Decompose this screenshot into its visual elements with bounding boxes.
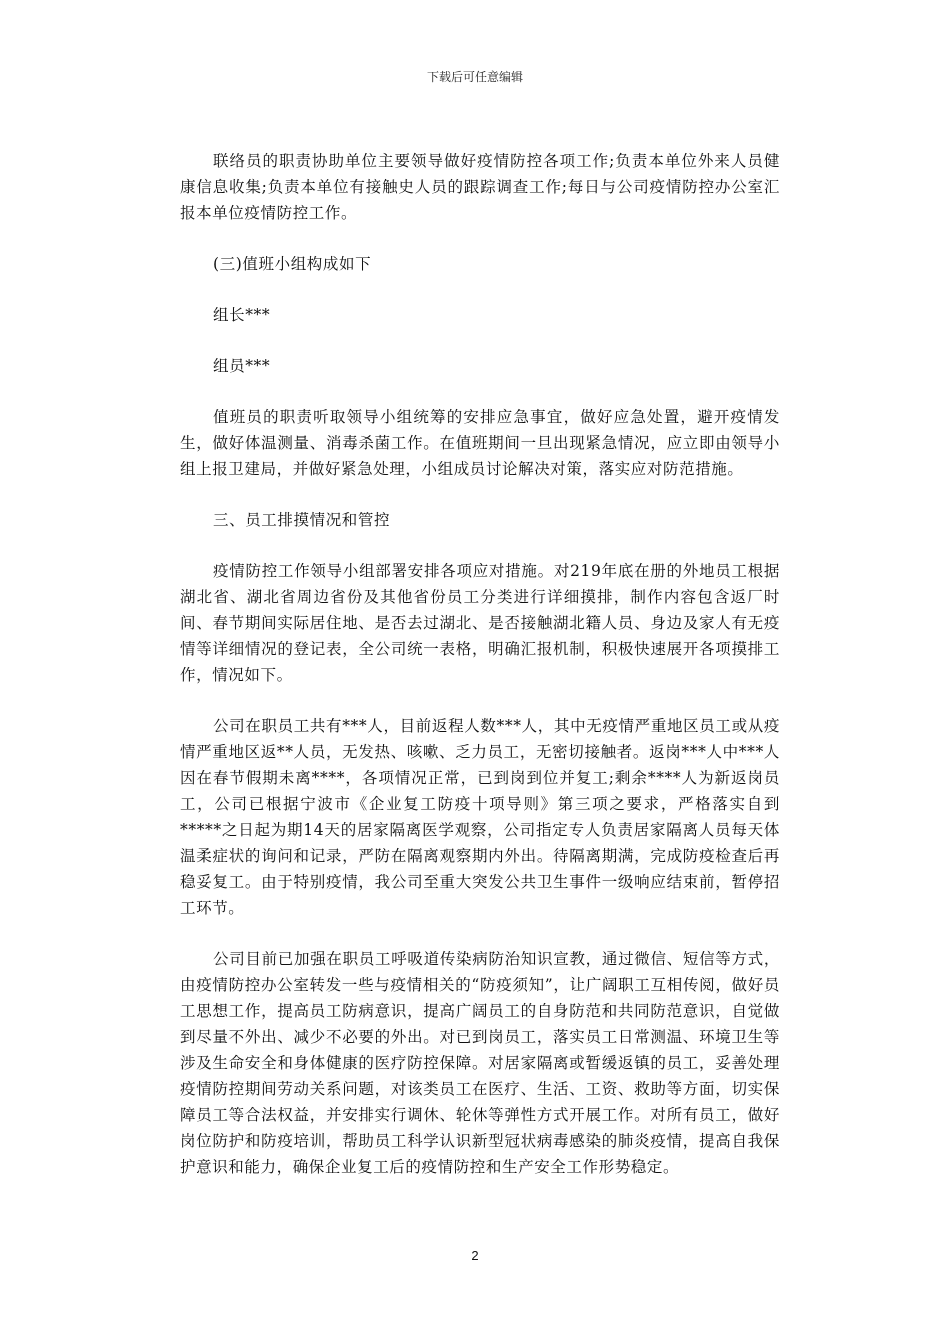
page-number: 2: [471, 1248, 479, 1263]
section-heading-duty-group: (三)值班小组构成如下: [213, 255, 372, 273]
duty-group-member: 组员***: [213, 357, 271, 375]
paragraph-liaison-duties: 联络员的职责协助单位主要领导做好疫情防控各项工作;负责本单位外来人员健康信息收集;负责本单位有接触史人员的跟踪调查工作;每日与公司疫情防控办公室汇报本单位疫情防控工作。: [180, 152, 780, 222]
document-body: [180, 148, 780, 1205]
paragraph-staff-status: 公司在职员工共有***人，目前返程人数***人，其中无疫情严重地区员工或从疫情严重地区返**人员，无发热、咳嗽、乏力员工，无密切接触者。返岗***人中***人因在春节假期未离****，各项情况正常，已到岗到位并复工;剩余****人为新返岗员工，公司已根据宁波市《企业复工防疫十项导则》第三项之要求，严格落实自到*****之日起为期14天的居家隔离医学观察，公司指定专人负责居家隔离人员每天体温柔症状的询问和记录，严防在隔离观察期内外出。待隔离期满，完成防疫检查后再稳妥复工。由于特别疫情，我公司至重大突发公共卫生事件一级响应结束前，暂停招工环节。: [180, 717, 780, 917]
paragraph-prevention-education: 公司目前已加强在职员工呼吸道传染病防治知识宣教，通过微信、短信等方式，由疫情防控办公室转发一些与疫情相关的“防疫须知”，让广阔职工互相传阅，做好员工思想工作，提高员工防病意识，提高广阔员工的自身防范和共同防范意识，自觉做到尽量不外出、减少不必要的外出。对已到岗员工，落实员工日常测温、环境卫生等涉及生命安全和身体健康的医疗防控保障。对居家隔离或暂缓返镇的员工，妥善处理疫情防控期间劳动关系问题，对该类员工在医疗、生活、工资、救助等方面，切实保障员工等合法权益，并安排实行调休、轮休等弹性方式开展工作。对所有员工，做好岗位防护和防疫培训，帮助员工科学认识新型冠状病毒感染的肺炎疫情，提高自我保护意识和能力，确保企业复工后的疫情防控和生产安全工作形势稳定。: [180, 950, 780, 1176]
paragraph-screening-measures: 疫情防控工作领导小组部署安排各项应对措施。对219年底在册的外地员工根据湖北省、湖北省周边省份及其他省份员工分类进行详细摸排，制作内容包含返厂时间、春节期间实际居住地、是否去过湖北、是否接触湖北籍人员、身边及家人有无疫情等详细情况的登记表，全公司统一表格，明确汇报机制，积极快速展开各项摸排工作，情况如下。: [180, 562, 780, 684]
paragraph-duty-officer-duties: 值班员的职责听取领导小组统筹的安排应急事宜，做好应急处置，避开疫情发生，做好体温测量、消毒杀菌工作。在值班期间一旦出现紧急情况，应立即由领导小组上报卫建局，并做好紧急处理，小组成员讨论解决对策，落实应对防范措施。: [180, 408, 780, 478]
section-heading-staff-screening: 三、员工排摸情况和管控: [213, 511, 391, 529]
page-header: 下载后可任意编辑: [426, 70, 523, 84]
duty-group-leader: 组长***: [213, 306, 271, 324]
